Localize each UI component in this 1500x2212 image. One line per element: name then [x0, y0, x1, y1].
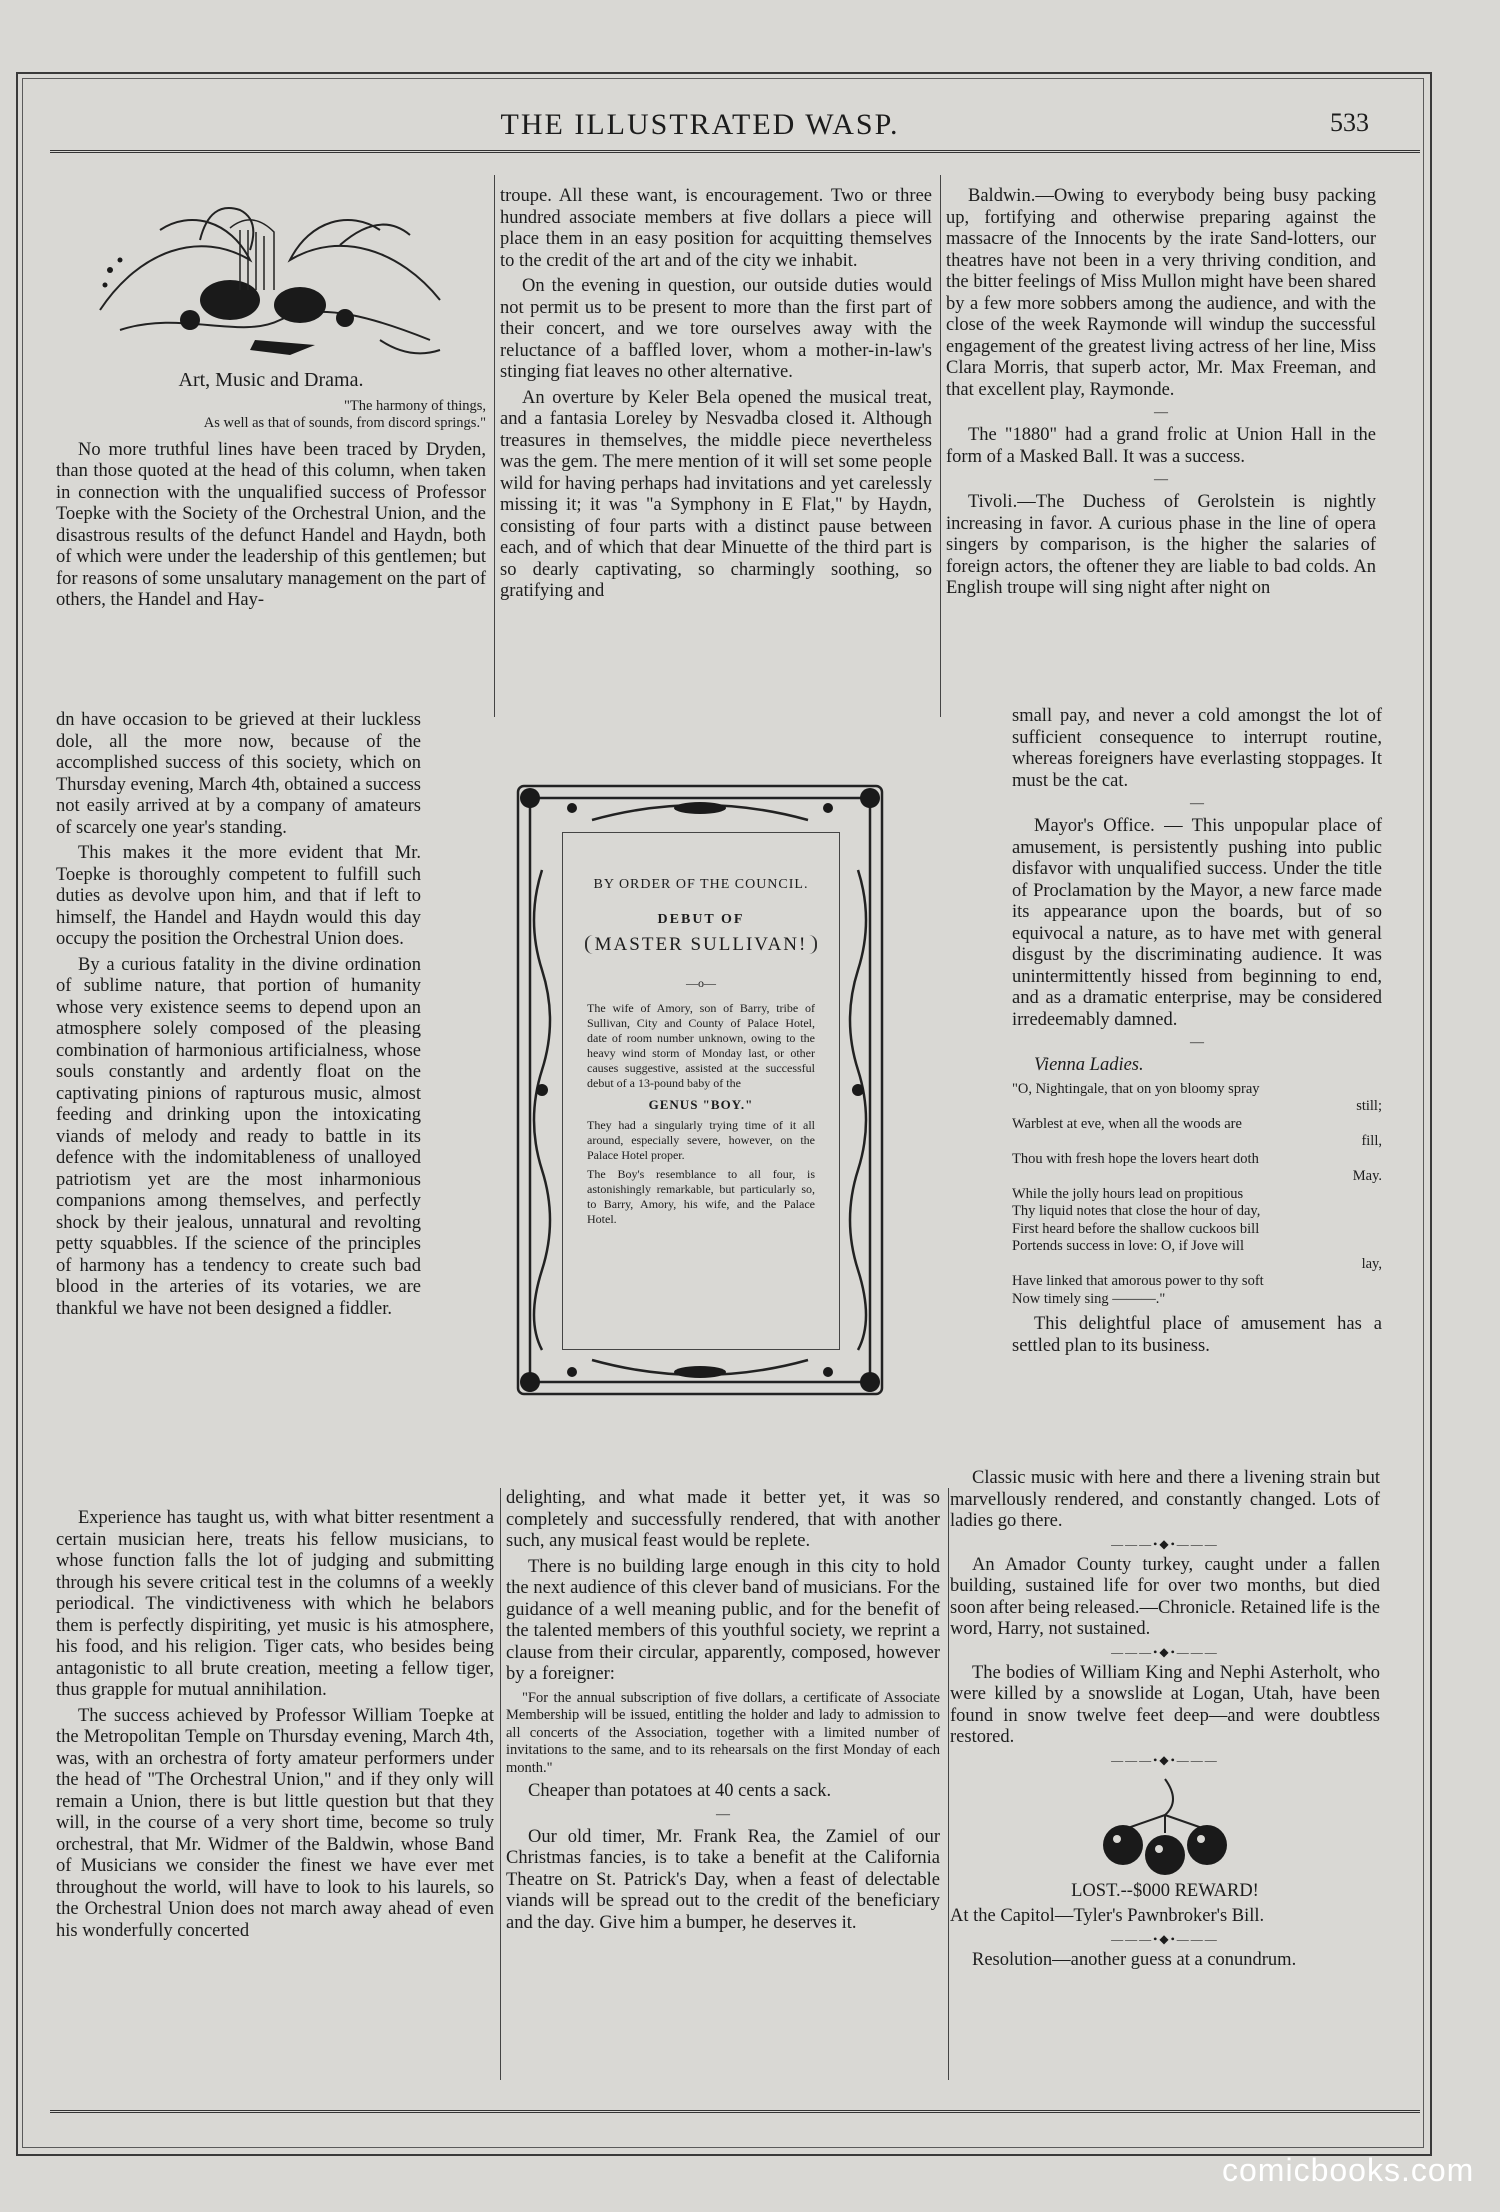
paragraph: An overture by Keler Bela opened the musical treat, and a fantasia Loreley by Nesvadba closed it. Although treasures in themselves, the middle piece nevertheless was the gem. The mere mention of it will set some people wild for having perhaps had invitations and yet carelessly missing it; it was "a Symphony in E Flat," by Haydn, consisting of four parts with a distinct pause between each, and of which that dear Minuette of the third part is so dearly captivating, so charmingly soothing, so gratifying and	[500, 387, 932, 601]
notice-body: The Boy's resemblance to all four, is astonishingly remarkable, but particularly so, to Barry, Amory, his wife, and the Palace Hotel.	[587, 1167, 815, 1226]
column-rule	[940, 175, 941, 717]
footer-rule	[50, 2110, 1420, 2113]
paragraph: This makes it the more evident that Mr. Toepke is thoroughly competent to fulfill such duties as devolve upon him, and that if left to himself, the Handel and Haydn would this day occupy the position the Orchestral Union does.	[56, 843, 421, 949]
column-3	[946, 186, 1376, 604]
notice-debut: DEBUT OF	[657, 912, 745, 927]
section-divider: —	[1154, 405, 1168, 420]
notice-text-panel	[562, 832, 840, 1350]
section-divider: ———•◆•———	[1111, 1536, 1219, 1551]
paragraph: Baldwin.—Owing to everybody being busy packing up, fortifying and otherwise preparing against the massacre of the Innocents by the irate Sand-lotters, our theatres have not been in a very thriving condition, and the bitter feelings of Miss Mullon might have been shared by a few more sobbers among the audience, and with the close of the week Raymonde will windup the successful engagement of the greatest living actress of her line, Miss Clara Morris, that superb actor, Mr. Max Freeman, and that excellent play, Raymonde.	[946, 186, 1376, 400]
poem: "O, Nightingale, that on yon bloomy spray still; Warblest at eve, when all the woods are fill, Thou with fresh hope the lovers heart doth May. While the jolly hours lead on propitious Thy liquid notes that close the hour of day, First heard before the shallow cuckoos bill Portends success in love: O, if Jove will lay, Have linked that amorous power to thy soft Now timely sing ———."	[1012, 1080, 1382, 1307]
paragraph: delighting, and what made it better yet, it was so completely and successfully rendered, that with another such, any musical feast would be replete.	[506, 1488, 940, 1551]
lyre-vignette-illustration	[80, 190, 460, 370]
section-divider: ———•◆•———	[1111, 1644, 1219, 1659]
section-divider: —	[1190, 796, 1204, 811]
notice-body: They had a singularly trying time of it all around, especially severe, however, on the Palace Hotel proper.	[587, 1118, 815, 1162]
column-3-narrow	[1012, 706, 1382, 1361]
header-rule	[50, 150, 1420, 153]
notice-body: The wife of Amory, son of Barry, tribe of Sullivan, City and County of Palace Hotel, date of room number unknown, owing to the heavy wind storm of Monday last, or other causes suggestive, assisted at the successful debut of a 13-pound baby of the	[587, 1001, 815, 1090]
paragraph: An Amador County turkey, caught under a fallen building, sustained life for over two months, but died soon after being released.—Chronicle. Retained life is the word, Harry, not sustained.	[950, 1554, 1380, 1639]
paragraph: No more truthful lines have been traced by Dryden, than those quoted at the head of this column, when taken in connection with the unqualified success of Professor Toepke with the Society of the Orchestral Union, and the disastrous results of the defunct Handel and Haydn, both of which were under the leadership of this gentlemen; but for reasons of some unsalutary management on the part of others, the Handel and Hay-	[56, 439, 486, 610]
paragraph: dn have occasion to be grieved at their luckless dole, all the more now, because of the accomplished success of this society, which on Thursday evening, March 4th, obtained a success not easily arrived at by a company of amateurs of scarcely one year's standing.	[56, 710, 421, 838]
epigraph: "The harmony of things, As well as that of sounds, from discord springs."	[203, 397, 486, 431]
section-heading: Art, Music and Drama.	[178, 369, 364, 391]
paragraph: Our old timer, Mr. Frank Rea, the Zamiel of our Christmas fancies, is to take a benefit at the California Theatre on St. Patrick's Day, when a feast of delectable viands will be spread out to the credit of the beneficiary and the day. Give him a bumper, he deserves it.	[506, 1826, 940, 1933]
paragraph: The "1880" had a grand frolic at Union Hall in the form of a Masked Ball. It was a success.	[946, 425, 1376, 467]
paragraph: On the evening in question, our outside duties would not permit us to be present to more than the first part of their concert, and we tore ourselves away with the reluctance of a baffled lover, whom a mother-in-law's stinging fiat leaves no other alternative.	[500, 276, 932, 382]
notice-genus: GENUS "BOY."	[648, 1097, 754, 1112]
paragraph: Cheaper than potatoes at 40 cents a sack.	[528, 1781, 832, 1801]
section-divider: ———•◆•———	[1111, 1931, 1219, 1946]
paragraph: The bodies of William King and Nephi Asterholt, who were killed by a snowslide at Logan, Utah, have been found in snow twelve feet deep—and were doubtless restored.	[950, 1662, 1380, 1747]
section-divider: —	[1154, 472, 1168, 487]
paragraph: By a curious fatality in the divine ordination of sublime nature, that portion of humanity whose very existence seems to depend upon an atmosphere solely composed of the pleasing combination of harmonious artificialness, whose souls constantly and ardently float on the captivating pinions of rapturous music, almost feeding and drinking upon the intoxicating viands of melody and ready to battle in its defence with the indomitableness of unalloyed patriotism yet are the most inharmonious companions among themselves, and perfectly shock by their jealous, unnatural and revolting petty squabbles. If the science of the principles of harmony has a tendency to create such bad blood in the arteries of its votaries, we are thankful we have not been designed a fiddler.	[56, 954, 421, 1319]
paragraph: Classic music with here and there a livening strain but marvellously rendered, and constantly changed. Lots of ladies go there.	[950, 1468, 1380, 1531]
watermark: comicbooks.com	[1222, 2152, 1475, 2188]
pawnbroker-balls-illustration	[1085, 1771, 1245, 1881]
section-heading: Vienna Ladies.	[1034, 1055, 1144, 1075]
paragraph: Mayor's Office. — This unpopular place of amusement, is persistently pushing into public disfavor with unqualified success. Under the title of Proclamation by the Mayor, a new farce made its appearance upon the boards, but of so equivocal a nature, as to have met with general disgust by the discriminating audience. It was unintermittently hissed from beginning to end, and as a dramatic enterprise, may be considered irredeemably damned.	[1012, 816, 1382, 1030]
paragraph: small pay, and never a cold amongst the lot of sufficient consequence to interrupt routine, whereas foreigners have everlasting stoppages. It must be the cat.	[1012, 706, 1382, 791]
notice-name: MASTER SULLIVAN!	[585, 935, 818, 954]
column-3-bottom	[950, 1468, 1380, 1975]
birth-notice	[512, 780, 888, 1400]
paragraph: At the Capitol—Tyler's Pawnbroker's Bill.	[950, 1906, 1265, 1926]
column-1	[56, 366, 486, 616]
notice-mark: —o—	[686, 976, 716, 990]
column-1-bottom	[56, 1508, 494, 1946]
column-2-top	[500, 186, 932, 607]
paragraph: Tivoli.—The Duchess of Gerolstein is nightly increasing in favor. A curious phase in the line of opera singers by comparison, is the higher the salaries of foreign actors, the oftener they are liable to bad colds. An English troupe will sing night after night on	[946, 492, 1376, 598]
lost-notice: LOST.--$000 REWARD!	[1071, 1880, 1259, 1901]
column-rule	[500, 1488, 501, 2080]
column-1-narrow	[56, 710, 421, 1324]
paragraph: This delightful place of amusement has a settled plan to its business.	[1012, 1314, 1382, 1356]
column-2-bottom	[506, 1488, 940, 1938]
paragraph: The success achieved by Professor William Toepke at the Metropolitan Temple on Thursday evening, March 4th, was, with an orchestra of forty amateur performers under the head of "The Orchestral Union," and if they only will remain a Union, there is but little question but that they will, in the course of a very short time, become so truly orchestral, that Mr. Widmer of the Baldwin, whose Band of Musicians we consider the finest we have ever met throughout the world, will have to look to his laurels, so the Orchestral Union does not march away ahead of even his wonderfully concerted	[56, 1705, 494, 1941]
circular-quote: "For the annual subscription of five dollars, a certificate of Associate Membership will be issued, entitling the holder and lady to admission to all concerts of the Association, together with a limited number of invitations to the same, and to its rehearsals on the first Monday of each month."	[506, 1689, 940, 1776]
paragraph: Resolution—another guess at a conundrum.	[972, 1949, 1297, 1970]
masthead-title: THE ILLUSTRATED WASP.	[500, 108, 900, 141]
paragraph: There is no building large enough in this city to hold the next audience of this clever band of musicians. For the guidance of a well meaning public, and for the benefit of the talented members of this youthful society, we reprint a clause from their circular, apparently, composed, however by a foreigner:	[506, 1556, 940, 1684]
paragraph: Experience has taught us, with what bitter resentment a certain musician here, treats his fellow musicians, to whose function falls the lot of judging and submitting through his severe critical test in the columns of a weekly periodical. The vindictiveness with which he belabors them is perfectly dispiriting, yet music is his atmosphere, his food, and his religion. Tiger cats, who besides being antagonistic to all brute creation, meeting a fellow tiger, thus grapple for mutual annihilation.	[56, 1508, 494, 1700]
page-number: 533	[1330, 108, 1369, 137]
section-divider: —	[1190, 1035, 1204, 1050]
section-divider: —	[716, 1806, 730, 1822]
section-divider: ———•◆•———	[1111, 1752, 1219, 1767]
notice-order: BY ORDER OF THE COUNCIL.	[593, 877, 809, 892]
column-rule	[948, 1488, 949, 2080]
paragraph: troupe. All these want, is encouragement. Two or three hundred associate members at five dollars a piece will place them in an easy position for acquitting themselves to the credit of the art and of the city we inhabit.	[500, 186, 932, 271]
column-rule	[494, 175, 495, 717]
